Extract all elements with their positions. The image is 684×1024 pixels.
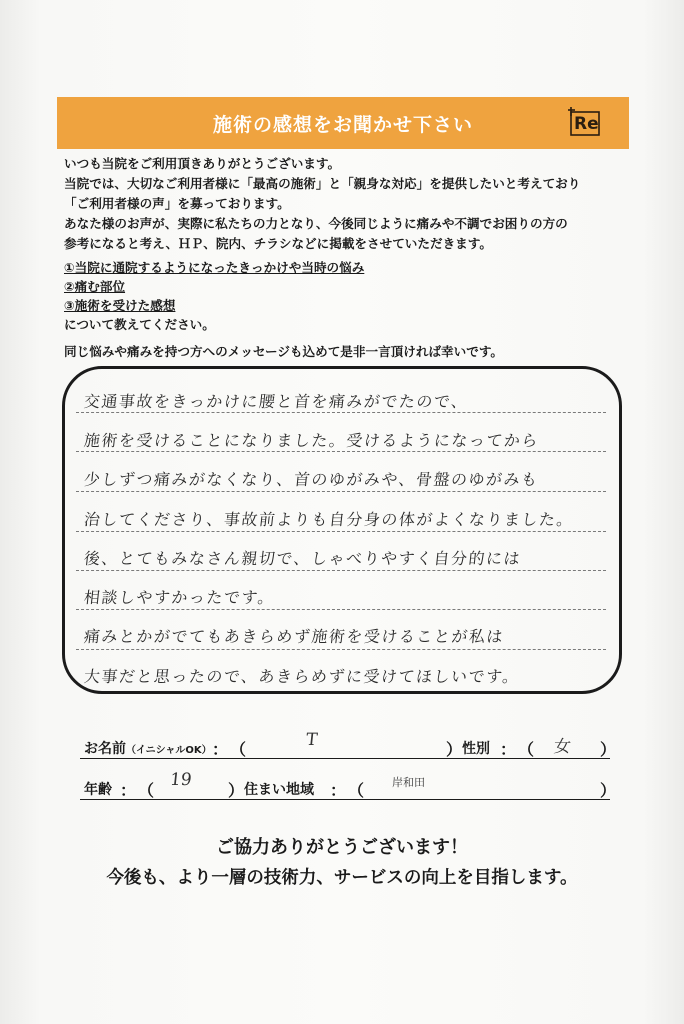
age-colon: ：: [120, 781, 137, 800]
handwritten-line: 後、とてもみなさん親切で、しゃべりやすく自分的には: [82, 549, 523, 568]
intro-line: 「ご利用者様の声」を募っております。: [64, 196, 290, 211]
question-list: [64, 258, 644, 334]
ruled-line: [76, 412, 606, 413]
clinic-logo: [568, 106, 602, 138]
thanks-message: ご協力ありがとうございます！: [216, 837, 468, 858]
area-label: 住まい地域: [244, 782, 314, 798]
area-close-paren: ）: [600, 781, 617, 800]
area-open-paren: （: [348, 781, 365, 800]
handwritten-line: 相談しやすかったです。: [82, 588, 277, 607]
handwritten-line: 痛みとかがでてもあきらめず施術を受けることが私は: [82, 627, 505, 646]
age-open-paren: （: [138, 781, 155, 800]
question-item: ②痛む部位: [64, 279, 126, 294]
ruled-line: [76, 491, 606, 492]
intro-line: いつも当院をご利用頂きありがとうございます。: [64, 156, 341, 171]
question-item: ③施術を受けた感想: [64, 298, 176, 313]
ruled-line: [76, 451, 606, 452]
ruled-line: [76, 609, 606, 610]
area-colon: ：: [330, 781, 347, 800]
handwritten-line: 治してくださり、事故前よりも自分身の体がよくなりました。: [82, 510, 575, 529]
age-close-paren: ）: [228, 781, 245, 800]
handwritten-line: 大事だと思ったので、あきらめずに受けてほしいです。: [82, 667, 521, 686]
ruled-line: [76, 570, 606, 571]
age-label: 年齢: [84, 782, 112, 798]
name-value: T: [304, 730, 319, 750]
header-banner: [57, 97, 629, 149]
goal-message: 今後も、より一層の技術力、サービスの向上を目指します。: [106, 868, 578, 888]
name-close-paren: ）: [446, 740, 463, 759]
handwritten-line: 少しずつ痛みがなくなり、首のゆがみや、骨盤のゆがみも: [82, 470, 540, 489]
question-tail: について教えてください。: [64, 317, 215, 332]
handwritten-line: 施術を受けることになりました。受けるようになってから: [82, 431, 540, 450]
form-title: 施術の感想をお聞かせ下さい: [212, 114, 473, 136]
age-value: 19: [168, 770, 193, 790]
area-value: 岸和田: [392, 776, 425, 789]
intro-line: あなた様のお声が、実際に私たちの力となり、今後同じように痛みや不調でお困りの方の: [64, 216, 568, 231]
gender-colon: ：: [500, 740, 517, 759]
name-underline: [80, 758, 610, 759]
gender-open-paren: （: [518, 740, 535, 759]
name-open-paren: （: [230, 740, 247, 759]
name-label: お名前（イニシャルOK）: [84, 741, 212, 757]
handwritten-line: 交通事故をきっかけに腰と首を痛みがでたので、: [82, 392, 470, 411]
intro-line: 当院では、大切なご利用者様に「最高の施術」と「親身な対応」を提供したいと考えており: [64, 176, 581, 191]
age-underline: [80, 799, 610, 800]
name-colon: ：: [212, 740, 229, 759]
gender-value: 女: [552, 737, 572, 757]
logo-text: Re: [574, 114, 599, 134]
intro-line: 参考になると考え、ＨＰ、院内、チラシなどに掲載をさせていただきます。: [64, 236, 492, 251]
ruled-line: [76, 531, 606, 532]
gender-close-paren: ）: [600, 740, 617, 759]
message-note: 同じ悩みや痛みを持つ方へのメッセージも込めて是非一言頂ければ幸いです。: [64, 344, 504, 359]
ruled-line: [76, 649, 606, 650]
intro-text: [64, 154, 644, 254]
question-item: ①当院に通院するようになったきっかけや当時の悩み: [64, 260, 365, 275]
gender-label: 性別: [462, 741, 490, 757]
